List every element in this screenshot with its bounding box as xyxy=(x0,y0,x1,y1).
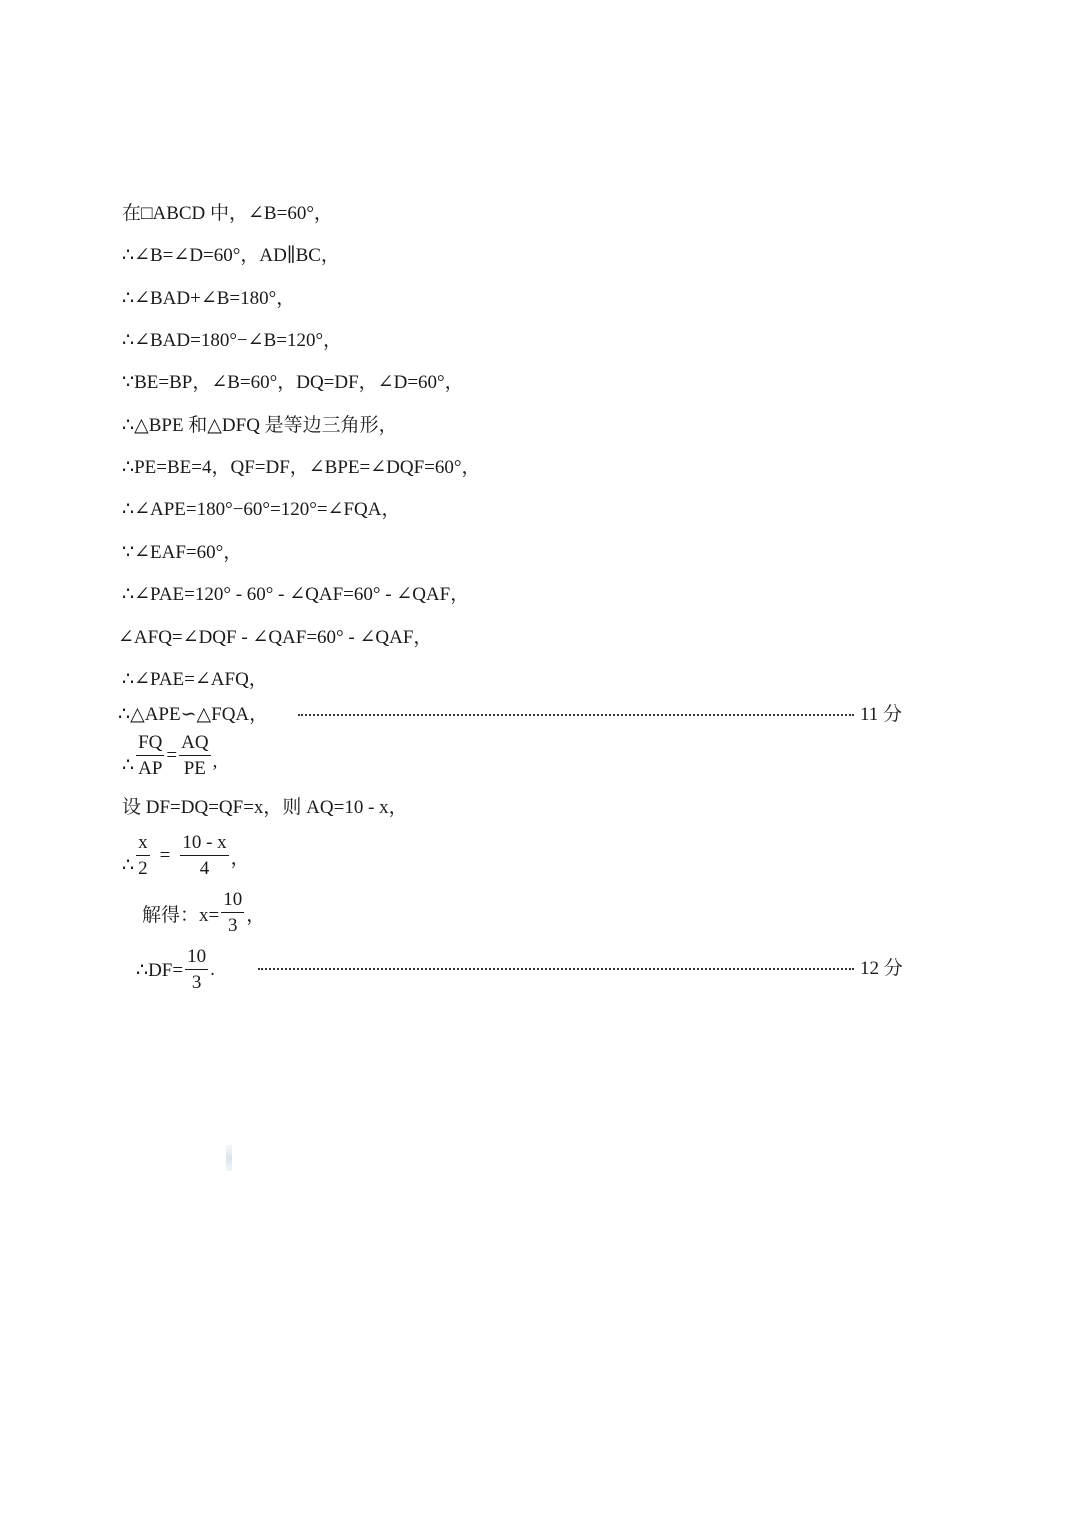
score-label: 11 分 xyxy=(860,704,903,725)
punctuation: ， xyxy=(246,904,266,926)
solution-line: ∴△APE∽△FQA， xyxy=(118,704,269,725)
solution-line: ∴△BPE 和△DFQ 是等边三角形， xyxy=(122,415,398,436)
solution-line: ∴∠APE=180°−60°=120°=∠FQA， xyxy=(122,499,401,520)
scan-smudge xyxy=(226,1145,232,1171)
numerator: x xyxy=(136,832,150,856)
numerator: 10 xyxy=(185,946,208,970)
solution-line: 在□ABCD 中，∠B=60°， xyxy=(122,203,333,224)
solution-line: ∵BE=BP，∠B=60°，DQ=DF，∠D=60°， xyxy=(122,372,464,393)
equals-sign: = xyxy=(159,845,171,866)
denominator: 4 xyxy=(199,858,210,879)
therefore-symbol: ∴ xyxy=(122,754,135,776)
denominator: AP xyxy=(138,758,163,779)
proportion-equation xyxy=(122,832,250,880)
solution-line: ∠AFQ=∠DQF - ∠QAF=60° - ∠QAF， xyxy=(118,627,433,648)
denominator: 3 xyxy=(227,915,238,936)
score-label: 12 分 xyxy=(860,958,903,979)
solution-line: ∴∠BAD=180°−∠B=120°， xyxy=(122,330,343,351)
fraction xyxy=(136,832,150,880)
score-leader-dots xyxy=(298,714,854,718)
denominator: 2 xyxy=(138,858,148,879)
punctuation: ， xyxy=(230,847,250,869)
numerator: FQ xyxy=(136,732,164,756)
solution-line: ∴∠BAD+∠B=180°， xyxy=(122,288,296,309)
solution-line: ∵∠EAF=60°， xyxy=(122,542,243,563)
fraction xyxy=(179,732,210,780)
solve-line xyxy=(142,889,265,937)
fraction xyxy=(185,946,208,994)
numerator: 10 xyxy=(221,889,244,913)
punctuation: , xyxy=(212,751,218,772)
ratio-equation xyxy=(122,732,217,780)
numerator: AQ xyxy=(179,732,210,756)
punctuation: . xyxy=(210,959,215,980)
denominator: 3 xyxy=(191,972,202,993)
final-prefix: ∴DF= xyxy=(136,959,184,981)
final-answer xyxy=(136,946,215,994)
fraction xyxy=(221,889,244,937)
solution-line: 设 DF=DQ=QF=x，则 AQ=10 - x， xyxy=(122,797,408,818)
score-leader-dots xyxy=(258,968,854,972)
denominator: PE xyxy=(183,758,206,779)
fraction xyxy=(136,732,164,780)
solution-line: ∴∠B=∠D=60°，AD∥BC， xyxy=(122,245,340,266)
solution-line: ∴PE=BE=4，QF=DF，∠BPE=∠DQF=60°， xyxy=(122,457,481,478)
numerator: 10 - x xyxy=(180,832,228,856)
solution-line: ∴∠PAE=120° - 60° - ∠QAF=60° - ∠QAF， xyxy=(122,584,470,605)
fraction xyxy=(180,832,228,880)
equals-sign: = xyxy=(166,745,178,766)
therefore-symbol: ∴ xyxy=(122,854,135,876)
solution-line: ∴∠PAE=∠AFQ， xyxy=(122,669,268,690)
solve-prefix: 解得：x= xyxy=(142,904,220,926)
